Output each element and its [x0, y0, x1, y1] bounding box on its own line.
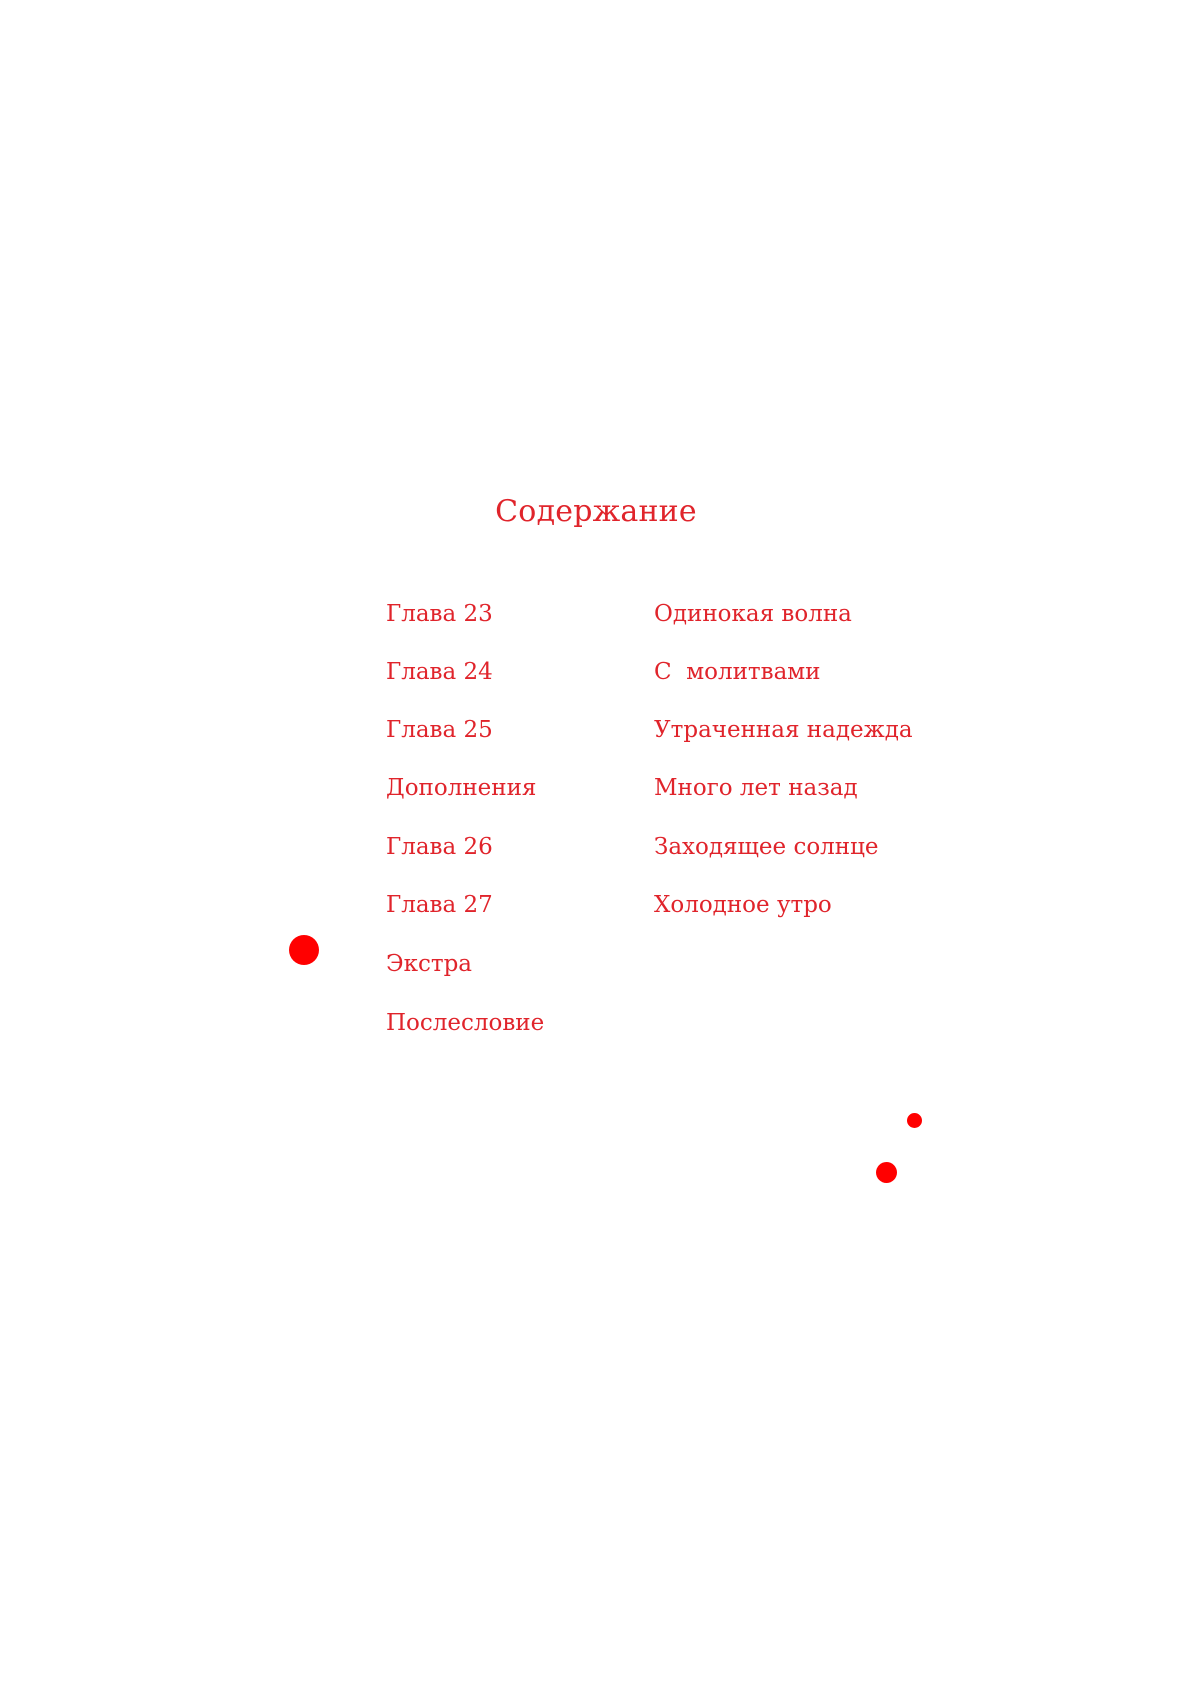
toc-chapter-name: Заходящее солнце — [654, 834, 879, 860]
toc-entry — [0, 944, 1200, 984]
toc-chapter: Глава 27 — [386, 892, 493, 918]
toc-chapter: Глава 24 — [386, 659, 493, 685]
toc-entry — [0, 710, 1200, 750]
toc-chapter: Экстра — [386, 951, 473, 977]
toc-chapter-name: Много лет назад — [654, 775, 858, 801]
toc-entry — [0, 768, 1200, 808]
toc-chapter: Дополнения — [386, 775, 537, 801]
red-dot-marker — [876, 1162, 897, 1183]
toc-chapter-name: Одинокая волна — [654, 601, 852, 627]
toc-chapter: Глава 26 — [386, 834, 493, 860]
red-dot-marker — [289, 935, 319, 965]
toc-chapter: Послесловие — [386, 1010, 545, 1036]
page-title-text: Содержание — [495, 494, 697, 529]
toc-entry — [0, 885, 1200, 925]
red-dot-marker — [907, 1113, 922, 1128]
toc-chapter: Глава 25 — [386, 717, 493, 743]
toc-chapter-name: Холодное утро — [654, 892, 832, 918]
page-title — [0, 494, 1200, 529]
toc-chapter-name: С молитвами — [654, 659, 821, 685]
toc-entry — [0, 652, 1200, 692]
toc-entry — [0, 594, 1200, 634]
toc-entry — [0, 827, 1200, 867]
toc-chapter-name: Утраченная надежда — [654, 717, 913, 743]
toc-chapter: Глава 23 — [386, 601, 493, 627]
toc-entry — [0, 1003, 1200, 1043]
